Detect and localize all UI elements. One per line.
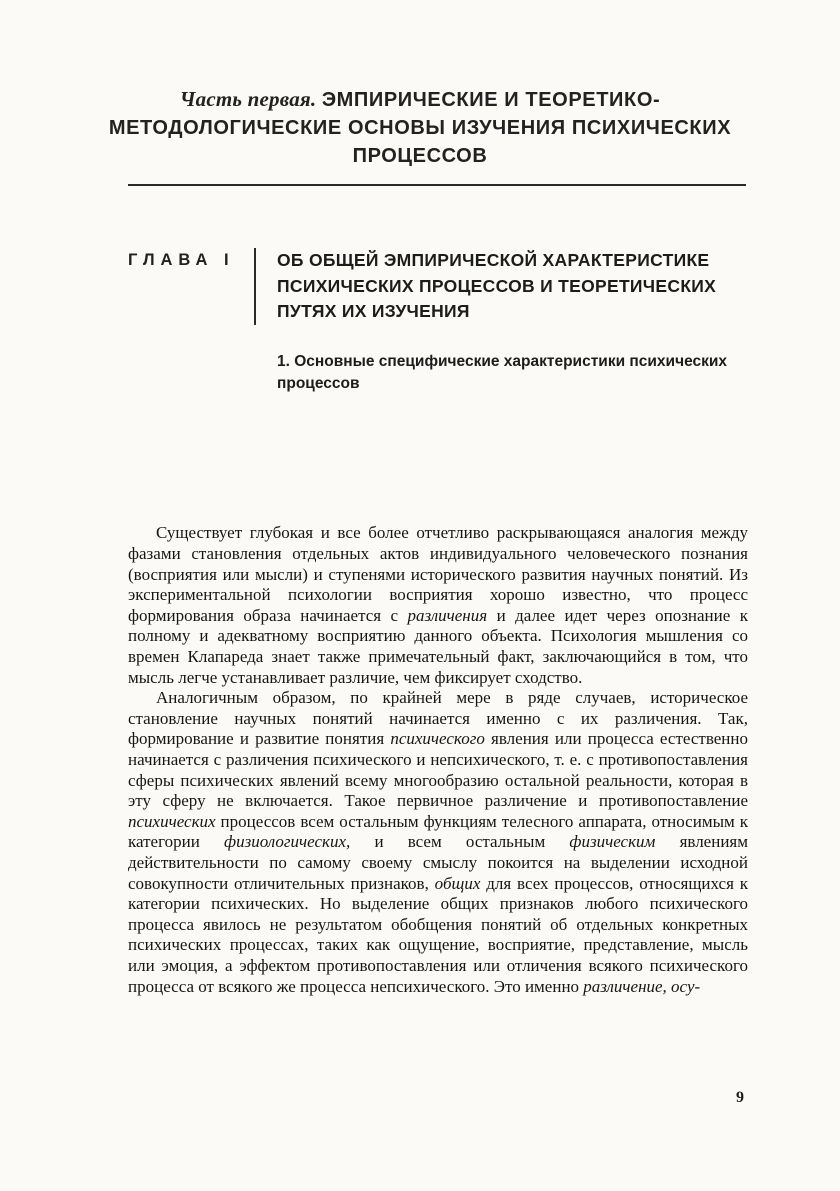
chapter-label: ГЛАВА I	[128, 251, 235, 270]
body-text	[128, 523, 748, 997]
chapter-title-column	[254, 248, 746, 324]
chapter-block	[128, 248, 746, 324]
page-number: 9	[736, 1089, 744, 1106]
paragraph: Существует глубокая и все более отчетливо раскрывающаяся аналогия между фазами становления отдельных актов индивидуального человеческого познания (восприятия или мысли) и ступенями исторического развития научных понятий. Из экспериментальной психологии восприятия хорошо известно, что процесс формирования образа начинается с различения и далее идет через опознание к полному и адекватному восприятию данного объекта. Психология мышления со времен Клапареда знает также примечательный факт, заключающийся в том, что мысль легче устанавливает различие, чем фиксирует сходство.	[128, 523, 748, 687]
chapter-title: ОБ ОБЩЕЙ ЭМПИРИЧЕСКОЙ ХАРАКТЕРИСТИКЕ ПСИХИЧЕСКИХ ПРОЦЕССОВ И ТЕОРЕТИЧЕСКИХ ПУТЯХ ИХ ИЗУЧЕНИЯ	[277, 250, 717, 322]
header-rule	[128, 184, 746, 186]
section-heading: 1. Основные специфические характеристики психических процессов	[277, 352, 728, 392]
part-header: Часть первая. ЭМПИРИЧЕСКИЕ И ТЕОРЕТИКО-МЕТОДОЛОГИЧЕСКИЕ ОСНОВЫ ИЗУЧЕНИЯ ПСИХИЧЕСКИХ ПРОЦЕССОВ	[108, 87, 732, 168]
paragraph: Аналогичным образом, по крайней мере в ряде случаев, историческое становление научных понятий начинается именно с их различения. Так, формирование и развитие понятия психического явления или процесса естественно начинается с различения психического и непсихического, т. е. с противопоставления сферы психических явлений всему многообразию остальной реальности, которая в эту сферу не включается. Такое первичное различение и противопоставление психических процессов всем остальным функциям телесного аппарата, относимым к категории физиологических, и всем остальным физическим явлениям действительности по самому своему смыслу покоится на выделении исходной совокупности отличительных признаков, общих для всех процессов, относящихся к категории психических. Но выделение общих признаков любого психического процесса явилось не результатом обобщения понятий об отдельных конкретных психических процессах, таких как ощущение, восприятие, представление, мысль или эмоция, а эффектом противопоставления или отличения всякого психического процесса от всякого же процесса непсихического. Это именно различение, осу-	[128, 688, 748, 996]
